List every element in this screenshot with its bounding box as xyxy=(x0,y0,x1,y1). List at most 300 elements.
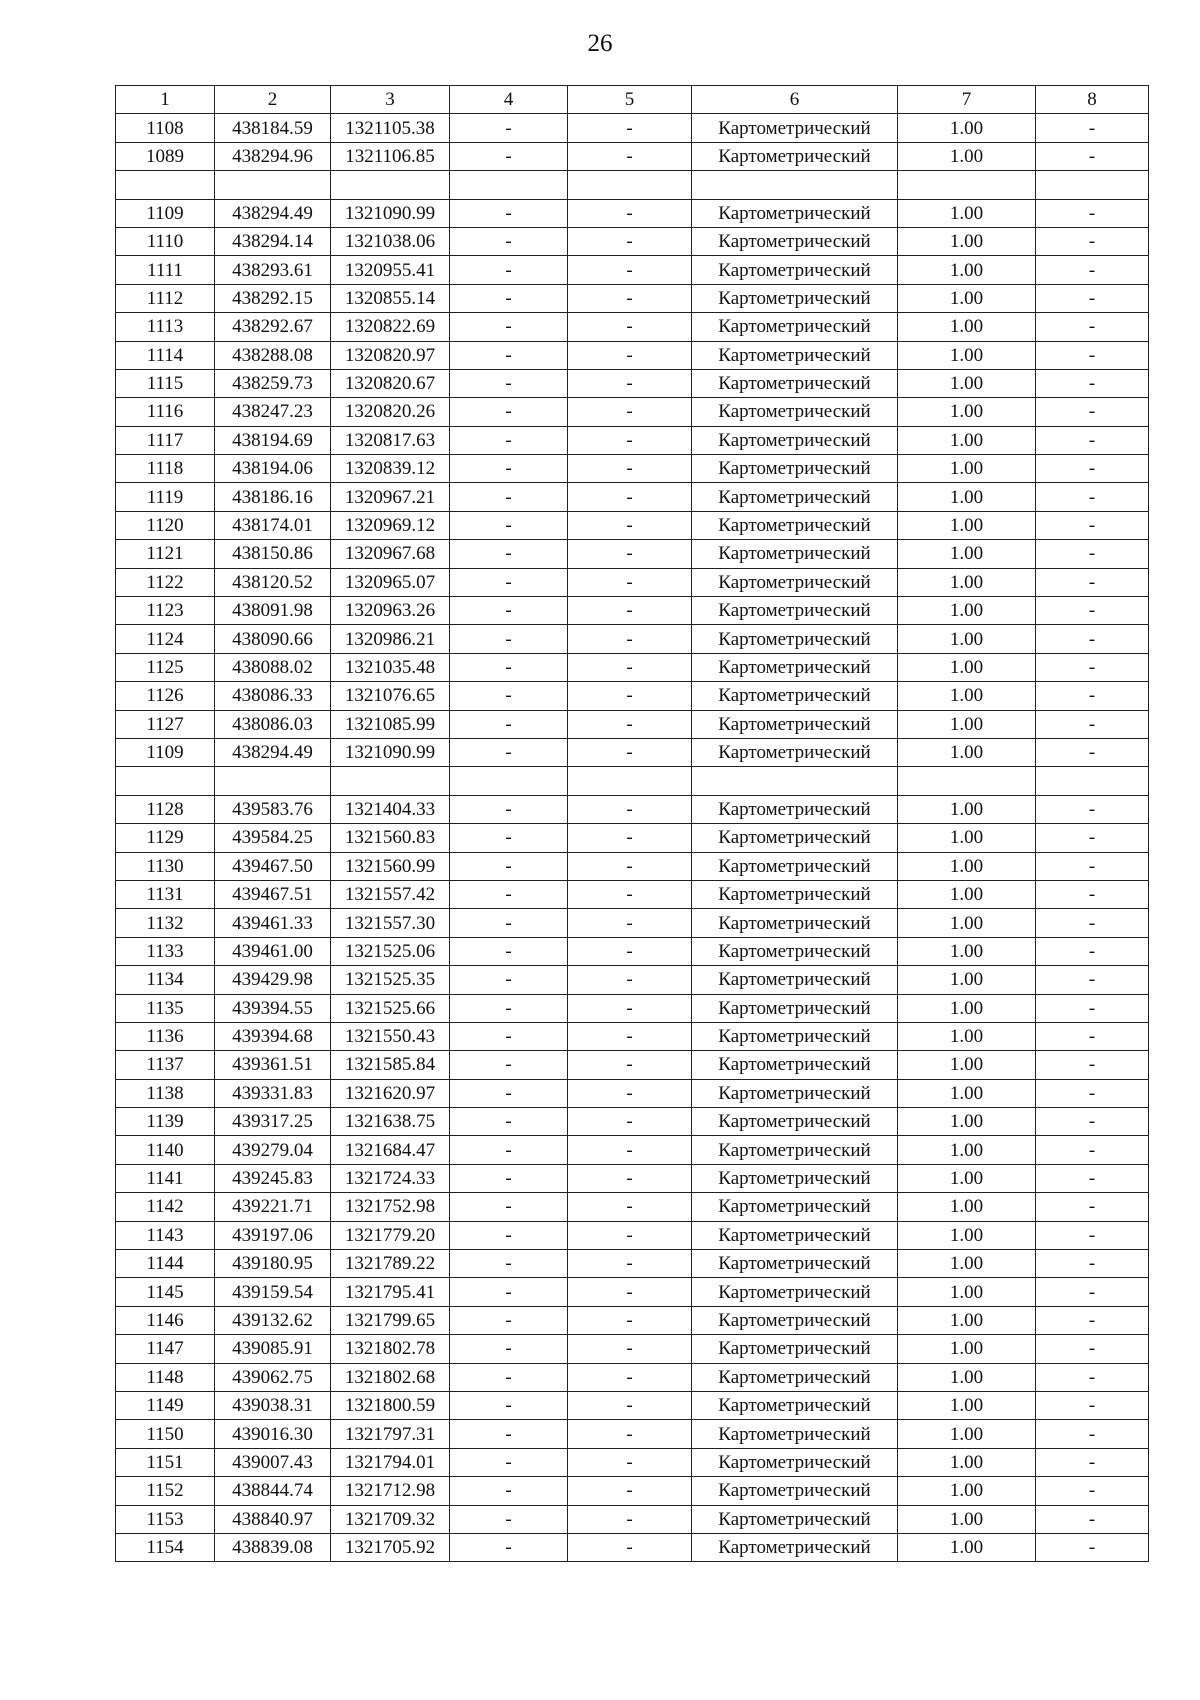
header-cell: 7 xyxy=(898,86,1036,114)
header-cell: 3 xyxy=(331,86,450,114)
table-cell: - xyxy=(450,1306,568,1334)
table-cell xyxy=(898,171,1036,199)
table-cell: - xyxy=(450,1079,568,1107)
table-cell: Картометрический xyxy=(692,1193,898,1221)
table-cell: - xyxy=(568,682,692,710)
table-cell: - xyxy=(568,341,692,369)
table-cell: Картометрический xyxy=(692,426,898,454)
table-cell: - xyxy=(450,909,568,937)
table-cell: 1321525.06 xyxy=(331,937,450,965)
table-cell: 438086.33 xyxy=(215,682,331,710)
table-cell: 1136 xyxy=(116,1022,215,1050)
table-row xyxy=(116,426,1149,454)
table-cell: - xyxy=(450,1420,568,1448)
table-cell: - xyxy=(450,937,568,965)
table-cell xyxy=(215,767,331,795)
table-row xyxy=(116,483,1149,511)
table-cell: 1.00 xyxy=(898,710,1036,738)
table-cell: 438259.73 xyxy=(215,369,331,397)
table-cell: 439331.83 xyxy=(215,1079,331,1107)
table-cell: - xyxy=(1036,653,1149,681)
table-row xyxy=(116,142,1149,170)
table-cell: 438186.16 xyxy=(215,483,331,511)
table-cell: Картометрический xyxy=(692,653,898,681)
table-cell: 1321560.83 xyxy=(331,824,450,852)
table-cell: - xyxy=(1036,710,1149,738)
table-cell: 1113 xyxy=(116,313,215,341)
table-cell: - xyxy=(568,1363,692,1391)
table-cell: 1.00 xyxy=(898,455,1036,483)
table-cell: 438294.49 xyxy=(215,738,331,766)
table-cell: 1114 xyxy=(116,341,215,369)
table-cell: 1139 xyxy=(116,1108,215,1136)
table-cell: 1.00 xyxy=(898,1278,1036,1306)
header-cell: 8 xyxy=(1036,86,1149,114)
table-cell: 1134 xyxy=(116,966,215,994)
table-cell: - xyxy=(1036,199,1149,227)
table-cell: - xyxy=(568,1420,692,1448)
table-cell: - xyxy=(450,1278,568,1306)
table-cell: 1151 xyxy=(116,1448,215,1476)
table-cell: - xyxy=(568,1306,692,1334)
table-cell: 1321724.33 xyxy=(331,1164,450,1192)
table-row xyxy=(116,653,1149,681)
table-cell: Картометрический xyxy=(692,1363,898,1391)
table-cell: 439394.68 xyxy=(215,1022,331,1050)
table-cell: - xyxy=(450,426,568,454)
table-cell: 1089 xyxy=(116,142,215,170)
table-cell: 439007.43 xyxy=(215,1448,331,1476)
header-cell: 5 xyxy=(568,86,692,114)
table-cell: 1125 xyxy=(116,653,215,681)
table-cell: 1320967.21 xyxy=(331,483,450,511)
table-cell: 1143 xyxy=(116,1221,215,1249)
table-row xyxy=(116,880,1149,908)
table-cell: - xyxy=(450,597,568,625)
table-cell: - xyxy=(450,313,568,341)
table-cell: 1109 xyxy=(116,738,215,766)
table-cell: - xyxy=(568,511,692,539)
table-cell: 1321557.42 xyxy=(331,880,450,908)
table-cell: - xyxy=(568,1051,692,1079)
table-cell: 1122 xyxy=(116,568,215,596)
table-cell: Картометрический xyxy=(692,795,898,823)
table-cell: 1321795.41 xyxy=(331,1278,450,1306)
table-cell: 1.00 xyxy=(898,511,1036,539)
table-cell: - xyxy=(1036,1477,1149,1505)
table-cell: 1.00 xyxy=(898,909,1036,937)
table-cell: - xyxy=(568,937,692,965)
table-cell: 1.00 xyxy=(898,852,1036,880)
table-cell xyxy=(692,767,898,795)
table-cell: - xyxy=(1036,1250,1149,1278)
table-cell: - xyxy=(568,625,692,653)
table-cell: - xyxy=(450,483,568,511)
table-cell: - xyxy=(568,1335,692,1363)
table-cell: 1.00 xyxy=(898,284,1036,312)
table-cell: 438090.66 xyxy=(215,625,331,653)
table-cell: 438844.74 xyxy=(215,1477,331,1505)
table-cell: - xyxy=(1036,511,1149,539)
table-row xyxy=(116,1306,1149,1334)
table-cell: 1147 xyxy=(116,1335,215,1363)
table-cell: 439085.91 xyxy=(215,1335,331,1363)
table-cell: 1320822.69 xyxy=(331,313,450,341)
table-cell: 1321779.20 xyxy=(331,1221,450,1249)
table-cell: 1.00 xyxy=(898,426,1036,454)
table-cell: 438194.69 xyxy=(215,426,331,454)
table-cell: Картометрический xyxy=(692,597,898,625)
table-row xyxy=(116,227,1149,255)
table-cell: - xyxy=(1036,1221,1149,1249)
table-row xyxy=(116,710,1149,738)
table-cell: Картометрический xyxy=(692,540,898,568)
table-cell: Картометрический xyxy=(692,256,898,284)
table-row xyxy=(116,994,1149,1022)
table-cell: - xyxy=(450,1505,568,1533)
table-cell: Картометрический xyxy=(692,341,898,369)
table-cell: - xyxy=(568,1278,692,1306)
table-cell: 1154 xyxy=(116,1533,215,1561)
table-cell: - xyxy=(568,653,692,681)
table-cell: 1321525.35 xyxy=(331,966,450,994)
table-row xyxy=(116,1136,1149,1164)
table-cell: 438292.15 xyxy=(215,284,331,312)
table-cell: 1142 xyxy=(116,1193,215,1221)
table-cell: Картометрический xyxy=(692,1250,898,1278)
table-cell: 1321106.85 xyxy=(331,142,450,170)
table-cell: 1.00 xyxy=(898,824,1036,852)
table-cell: - xyxy=(568,1391,692,1419)
table-cell: 438120.52 xyxy=(215,568,331,596)
table-cell: 1321712.98 xyxy=(331,1477,450,1505)
table-cell: Картометрический xyxy=(692,824,898,852)
table-cell: 1.00 xyxy=(898,142,1036,170)
table-cell: Картометрический xyxy=(692,1079,898,1107)
table-cell: - xyxy=(450,398,568,426)
table-cell: Картометрический xyxy=(692,682,898,710)
table-cell xyxy=(568,171,692,199)
table-cell: - xyxy=(1036,426,1149,454)
table-cell: 1321560.99 xyxy=(331,852,450,880)
table-row xyxy=(116,1250,1149,1278)
table-cell: 1320820.67 xyxy=(331,369,450,397)
table-cell: 1119 xyxy=(116,483,215,511)
table-cell: Картометрический xyxy=(692,1278,898,1306)
table-cell: - xyxy=(1036,1051,1149,1079)
table-row xyxy=(116,1022,1149,1050)
table-cell: 439221.71 xyxy=(215,1193,331,1221)
table-cell: - xyxy=(568,1533,692,1561)
table-row xyxy=(116,1448,1149,1476)
table-cell: 1.00 xyxy=(898,369,1036,397)
table-cell: 439467.51 xyxy=(215,880,331,908)
table-cell: 1320817.63 xyxy=(331,426,450,454)
header-cell: 6 xyxy=(692,86,898,114)
table-cell: - xyxy=(1036,852,1149,880)
table-row xyxy=(116,625,1149,653)
table-row xyxy=(116,795,1149,823)
table-cell: - xyxy=(450,256,568,284)
table-cell: - xyxy=(1036,937,1149,965)
table-cell: - xyxy=(1036,483,1149,511)
table-cell: 1.00 xyxy=(898,1533,1036,1561)
table-cell: 1.00 xyxy=(898,597,1036,625)
table-cell: Картометрический xyxy=(692,568,898,596)
table-separator-row xyxy=(116,171,1149,199)
table-cell: - xyxy=(450,682,568,710)
table-cell: - xyxy=(568,1221,692,1249)
table-cell xyxy=(450,767,568,795)
table-cell: - xyxy=(450,852,568,880)
table-row xyxy=(116,1193,1149,1221)
table-row xyxy=(116,568,1149,596)
table-cell: 1321404.33 xyxy=(331,795,450,823)
table-cell: Картометрический xyxy=(692,1306,898,1334)
table-cell: Картометрический xyxy=(692,142,898,170)
table-cell: - xyxy=(450,142,568,170)
table-cell: - xyxy=(568,227,692,255)
table-cell: - xyxy=(1036,369,1149,397)
table-cell xyxy=(116,171,215,199)
table-cell: 1320820.97 xyxy=(331,341,450,369)
table-cell: - xyxy=(1036,114,1149,142)
table-row xyxy=(116,1505,1149,1533)
table-cell: Картометрический xyxy=(692,710,898,738)
table-cell: - xyxy=(1036,625,1149,653)
table-cell: 1321076.65 xyxy=(331,682,450,710)
table-cell: 1.00 xyxy=(898,1164,1036,1192)
table-cell: - xyxy=(450,1477,568,1505)
table-cell: 1321802.68 xyxy=(331,1363,450,1391)
table-cell: - xyxy=(1036,455,1149,483)
table-separator-row xyxy=(116,767,1149,795)
table-cell: - xyxy=(450,568,568,596)
table-cell: 1111 xyxy=(116,256,215,284)
table-cell: 438150.86 xyxy=(215,540,331,568)
table-row xyxy=(116,1363,1149,1391)
table-cell: 1.00 xyxy=(898,966,1036,994)
table-row xyxy=(116,1533,1149,1561)
table-cell: 1.00 xyxy=(898,1335,1036,1363)
table-cell: 1.00 xyxy=(898,1250,1036,1278)
table-cell: 439394.55 xyxy=(215,994,331,1022)
table-cell: 1.00 xyxy=(898,1391,1036,1419)
table-cell: 1150 xyxy=(116,1420,215,1448)
table-cell: 1109 xyxy=(116,199,215,227)
table-cell: 1133 xyxy=(116,937,215,965)
table-cell: 1118 xyxy=(116,455,215,483)
table-cell: - xyxy=(1036,256,1149,284)
table-row xyxy=(116,284,1149,312)
table-cell: - xyxy=(568,1136,692,1164)
table-cell: Картометрический xyxy=(692,313,898,341)
table-row xyxy=(116,511,1149,539)
table-cell xyxy=(116,767,215,795)
table-cell: - xyxy=(450,795,568,823)
table-cell: 438294.49 xyxy=(215,199,331,227)
table-cell: 1144 xyxy=(116,1250,215,1278)
table-cell: - xyxy=(568,966,692,994)
table-cell: - xyxy=(568,1477,692,1505)
table-cell: Картометрический xyxy=(692,1391,898,1419)
table-cell: 438288.08 xyxy=(215,341,331,369)
table-cell: - xyxy=(568,313,692,341)
table-cell: 438174.01 xyxy=(215,511,331,539)
table-cell: - xyxy=(568,1108,692,1136)
table-cell: 1128 xyxy=(116,795,215,823)
table-cell: 1321789.22 xyxy=(331,1250,450,1278)
table-cell: - xyxy=(1036,1420,1149,1448)
table-cell: - xyxy=(1036,1448,1149,1476)
table-cell: - xyxy=(568,568,692,596)
table-cell: Картометрический xyxy=(692,1505,898,1533)
table-cell: - xyxy=(1036,1164,1149,1192)
table-cell xyxy=(331,767,450,795)
table-row xyxy=(116,1278,1149,1306)
table-row xyxy=(116,341,1149,369)
table-cell: - xyxy=(1036,880,1149,908)
table-cell: 439180.95 xyxy=(215,1250,331,1278)
header-cell: 4 xyxy=(450,86,568,114)
table-cell: 438194.06 xyxy=(215,455,331,483)
table-cell xyxy=(215,171,331,199)
table-cell: 1.00 xyxy=(898,256,1036,284)
table-cell: Картометрический xyxy=(692,511,898,539)
table-cell: - xyxy=(1036,909,1149,937)
table-cell: 1.00 xyxy=(898,227,1036,255)
table-cell: - xyxy=(568,1164,692,1192)
table-cell: 1.00 xyxy=(898,341,1036,369)
table-cell: - xyxy=(568,1250,692,1278)
header-cell: 1 xyxy=(116,86,215,114)
table-cell: 1.00 xyxy=(898,1448,1036,1476)
table-row xyxy=(116,398,1149,426)
table-cell: - xyxy=(1036,795,1149,823)
table-row xyxy=(116,540,1149,568)
table-cell: 1.00 xyxy=(898,1477,1036,1505)
table-cell: - xyxy=(1036,540,1149,568)
table-cell: - xyxy=(568,483,692,511)
table-cell: 438840.97 xyxy=(215,1505,331,1533)
table-cell: - xyxy=(1036,1022,1149,1050)
table-cell: - xyxy=(450,199,568,227)
table-cell: - xyxy=(568,738,692,766)
table-cell: - xyxy=(1036,1335,1149,1363)
table-cell xyxy=(692,171,898,199)
table-cell: - xyxy=(1036,227,1149,255)
table-cell: 1.00 xyxy=(898,1420,1036,1448)
table-cell: 439159.54 xyxy=(215,1278,331,1306)
table-cell: 1321038.06 xyxy=(331,227,450,255)
table-row xyxy=(116,852,1149,880)
table-cell: Картометрический xyxy=(692,1335,898,1363)
table-cell: 1.00 xyxy=(898,880,1036,908)
table-cell: 1320839.12 xyxy=(331,455,450,483)
table-cell: 1.00 xyxy=(898,682,1036,710)
header-cell: 2 xyxy=(215,86,331,114)
table-cell: 438091.98 xyxy=(215,597,331,625)
table-cell: 1.00 xyxy=(898,1108,1036,1136)
table-cell: - xyxy=(568,909,692,937)
table-cell: 439016.30 xyxy=(215,1420,331,1448)
table-cell: 438292.67 xyxy=(215,313,331,341)
table-cell: - xyxy=(450,1164,568,1192)
table-cell: 1138 xyxy=(116,1079,215,1107)
table-cell: 1320969.12 xyxy=(331,511,450,539)
table-row xyxy=(116,824,1149,852)
table-cell: 1.00 xyxy=(898,795,1036,823)
table-row xyxy=(116,313,1149,341)
table-cell: - xyxy=(1036,1363,1149,1391)
table-cell: 1321557.30 xyxy=(331,909,450,937)
table-cell: 1112 xyxy=(116,284,215,312)
table-cell: 1.00 xyxy=(898,1221,1036,1249)
table-cell: 438184.59 xyxy=(215,114,331,142)
table-cell: 1.00 xyxy=(898,483,1036,511)
table-cell xyxy=(1036,171,1149,199)
table-cell: Картометрический xyxy=(692,284,898,312)
table-cell: 1.00 xyxy=(898,937,1036,965)
table-cell: - xyxy=(568,710,692,738)
table-cell: - xyxy=(1036,313,1149,341)
table-cell: - xyxy=(450,114,568,142)
table-cell: - xyxy=(450,994,568,1022)
table-cell: 1321035.48 xyxy=(331,653,450,681)
table-cell: 1124 xyxy=(116,625,215,653)
table-cell: 1132 xyxy=(116,909,215,937)
table-cell: 1120 xyxy=(116,511,215,539)
table-cell: 1.00 xyxy=(898,398,1036,426)
table-cell: - xyxy=(1036,398,1149,426)
table-cell: - xyxy=(1036,966,1149,994)
table-cell: - xyxy=(568,256,692,284)
table-cell: 1320955.41 xyxy=(331,256,450,284)
table-cell: Картометрический xyxy=(692,1136,898,1164)
table-cell: 1145 xyxy=(116,1278,215,1306)
table-cell: 1131 xyxy=(116,880,215,908)
table-cell: 1117 xyxy=(116,426,215,454)
table-cell: Картометрический xyxy=(692,369,898,397)
table-cell: 439132.62 xyxy=(215,1306,331,1334)
table-cell: - xyxy=(450,511,568,539)
table-cell: - xyxy=(1036,1136,1149,1164)
table-cell: 1321105.38 xyxy=(331,114,450,142)
table-cell: 1.00 xyxy=(898,994,1036,1022)
table-cell: - xyxy=(450,1250,568,1278)
table-cell: 1140 xyxy=(116,1136,215,1164)
table-cell: Картометрический xyxy=(692,1448,898,1476)
table-cell: - xyxy=(568,1448,692,1476)
table-cell: - xyxy=(450,227,568,255)
table-cell: 1.00 xyxy=(898,1022,1036,1050)
table-cell: Картометрический xyxy=(692,880,898,908)
table-cell: - xyxy=(568,795,692,823)
table-cell: Картометрический xyxy=(692,1533,898,1561)
table-cell: 1.00 xyxy=(898,1363,1036,1391)
table-cell: Картометрический xyxy=(692,937,898,965)
table-row xyxy=(116,1051,1149,1079)
table-row xyxy=(116,455,1149,483)
table-cell: 1.00 xyxy=(898,1136,1036,1164)
table-cell: - xyxy=(450,1136,568,1164)
table-cell: Картометрический xyxy=(692,455,898,483)
table-cell: - xyxy=(1036,682,1149,710)
table-cell: 439461.00 xyxy=(215,937,331,965)
table-cell: 1.00 xyxy=(898,114,1036,142)
table-cell: 1321794.01 xyxy=(331,1448,450,1476)
table-cell: 1320965.07 xyxy=(331,568,450,596)
